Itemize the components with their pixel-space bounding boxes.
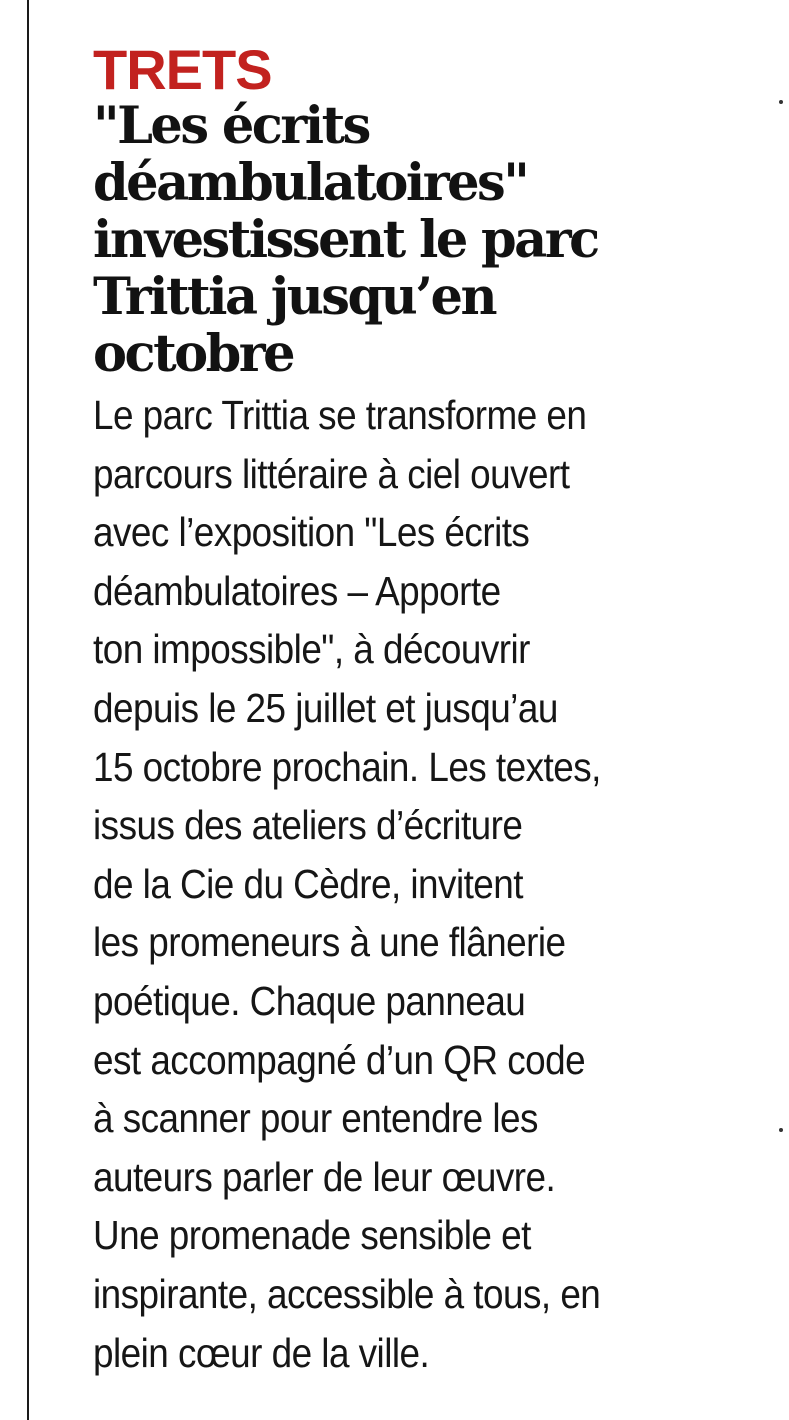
article-headline: "Les écrits déambulatoires" investissent le parc Trittia jusqu’en octobre [93, 96, 598, 384]
column-divider [27, 0, 29, 1420]
article-body: Le parc Trittia se transforme en parcours littéraire à ciel ouvert avec l’exposition "Les écrits déambulatoires – Apporte ton impossible", à découvrir depuis le 25 juillet et jusqu’au 15 octobre prochain. Les textes, issus des ateliers d’écriture de la Cie du Cèdre, invitent les promeneurs à une flânerie poétique. Chaque panneau est accompagné d’un QR code à scanner pour entendre les auteurs parler de leur œuvre. Une promenade sensible et inspirante, accessible à tous, en plein cœur de la ville. [93, 392, 601, 1376]
section-kicker: TRETS [93, 38, 272, 101]
edge-mark [779, 1128, 783, 1132]
article [93, 40, 753, 1382]
edge-mark [779, 100, 783, 104]
